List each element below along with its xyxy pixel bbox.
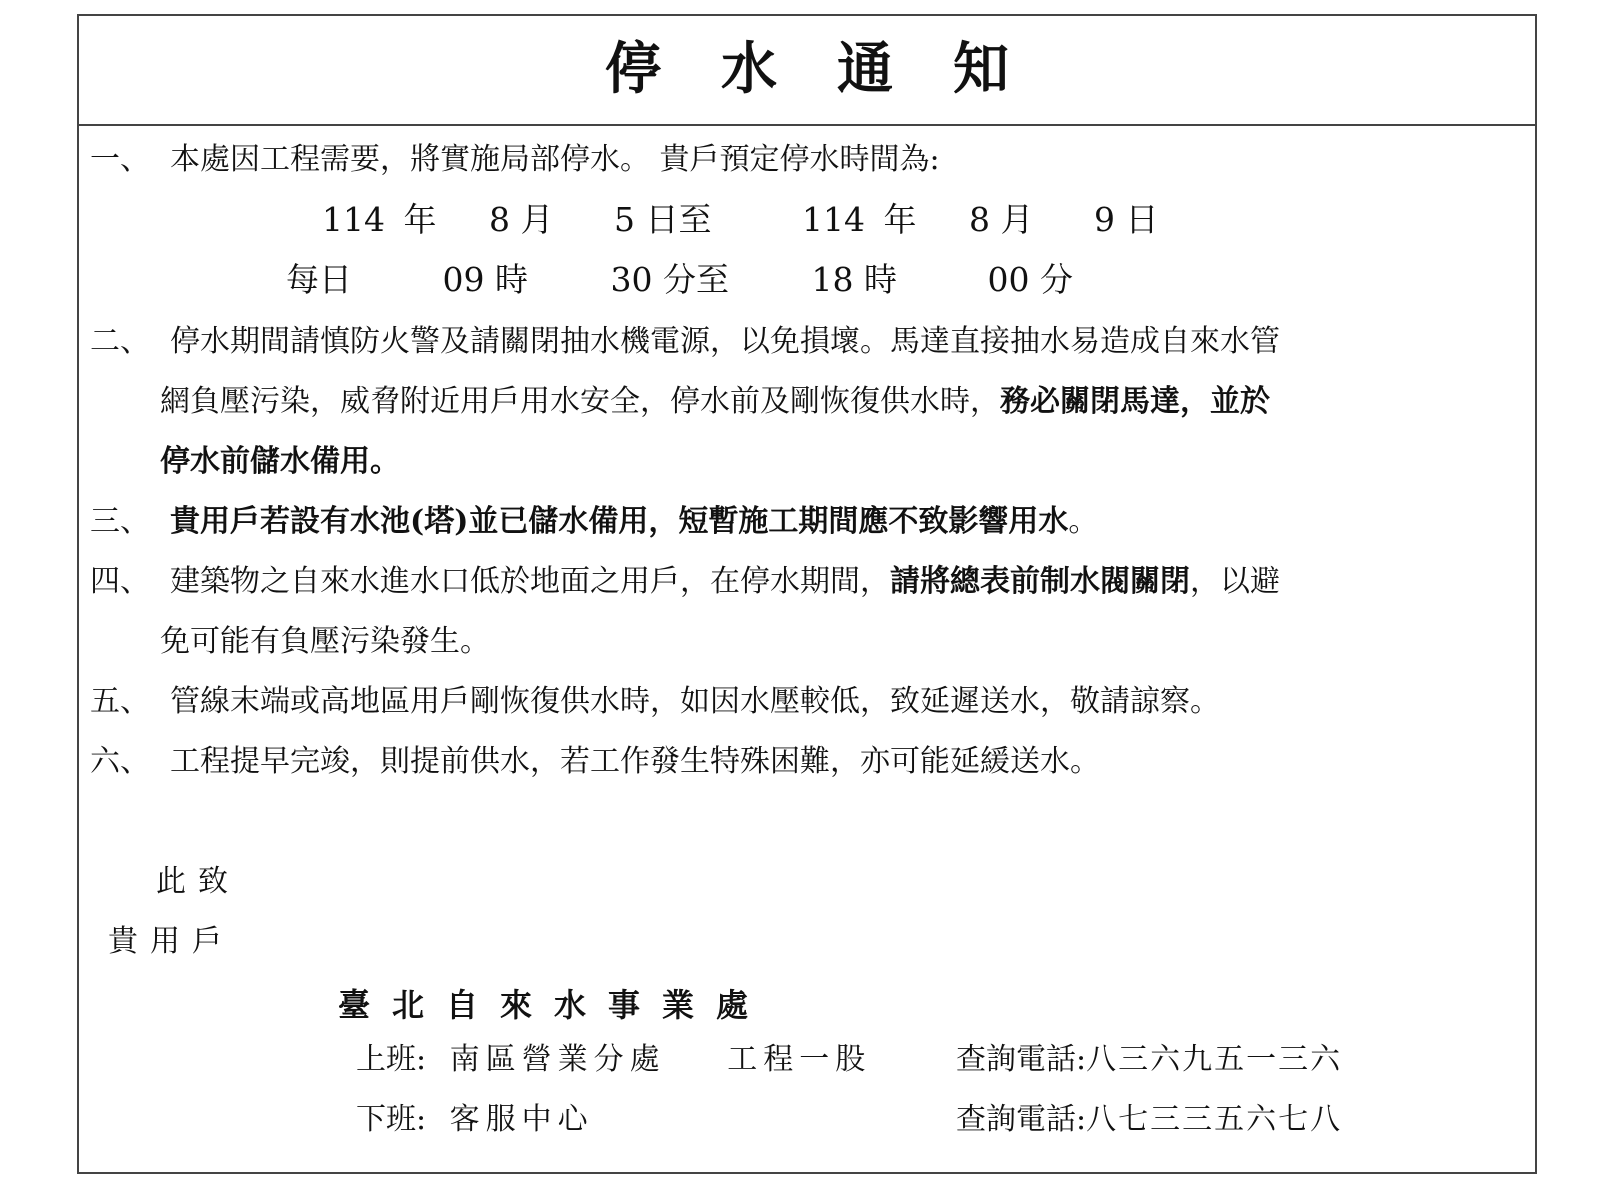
phone-number: 八三六九五一三六 [1086,1042,1343,1077]
item-3 [90,502,1098,542]
end-day: 9 [1094,200,1115,239]
item-text-line2: 網負壓污染，威脅附近用戶用水安全，停水前及剛恢復供水時， [160,384,1000,419]
start-minute: 30 [610,260,653,299]
start-hour: 09 [442,260,485,299]
contact-label: 上班: [356,1042,427,1077]
item-2-line2 [160,382,1270,422]
item-text-emphasis: 請將總表前制水閥關閉 [890,564,1190,599]
daily-label: 每日 [286,260,352,299]
month-label: 月 [520,200,554,239]
item-text-emphasis: 務必關閉馬達，並於 [1000,384,1270,419]
item-text-line1: 建築物之自來水進水口低於地面之用戶，在停水期間， [170,564,890,599]
hour-label-2: 時 [864,260,897,299]
item-text-line1-end: ，以避 [1190,564,1280,599]
start-day: 5 [614,200,635,239]
item-text: 管線末端或高地區用戶剛恢復供水時，如因水壓較低，致延遲送水，敬請諒察。 [170,684,1220,719]
hour-label: 時 [495,260,528,299]
item-number: 四、 [90,564,150,599]
month-label-2: 月 [1000,200,1034,239]
contact-unit: 南區營業分處 [449,1042,666,1077]
minute-label: 分 [1040,260,1073,299]
item-4-line2 [160,622,490,662]
start-month: 8 [489,200,510,239]
contact-daytime-phone [956,1040,1342,1080]
contact-daytime [356,1040,871,1080]
item-text-end: 。 [1068,504,1099,539]
year-label-2: 年 [883,200,917,239]
item-2 [90,322,1280,362]
organization-name: 臺北自來水事業處 [338,986,771,1024]
item-text-line2: 免可能有負壓污染發生。 [160,624,490,659]
schedule-date-line [322,200,1159,240]
contact-section: 工程一股 [727,1042,872,1077]
salutation: 此致 [156,864,240,899]
recipient: 貴用戶 [108,924,234,959]
item-number: 五、 [90,684,150,719]
title-bar [79,16,1535,126]
contact-label: 下班: [356,1102,427,1137]
item-1 [90,140,940,180]
item-2-line3 [160,442,400,482]
minute-to-label: 分至 [663,260,729,299]
item-text: 工程提早完竣，則提前供水，若工作發生特殊困難，亦可能延緩送水。 [170,744,1100,779]
contact-afterhours-phone [956,1100,1342,1140]
item-number: 六、 [90,744,150,779]
phone-label: 查詢電話: [956,1102,1087,1137]
end-minute: 00 [987,260,1030,299]
item-text: 本處因工程需要，將實施局部停水。 貴戶預定停水時間為: [170,142,940,177]
item-text-emphasis: 貴用戶若設有水池(塔)並已儲水備用，短暫施工期間應不致影響用水 [170,504,1069,539]
item-4 [90,562,1280,602]
item-number: 一、 [90,142,150,177]
end-hour: 18 [811,260,854,299]
item-5 [90,682,1220,722]
contact-afterhours [356,1100,594,1140]
phone-number: 八七三三五六七八 [1086,1102,1343,1137]
item-6 [90,742,1100,782]
item-number: 三、 [90,504,150,539]
day-label: 日 [1125,200,1159,239]
start-year: 114 [322,200,385,239]
day-to-label: 日至 [645,200,712,239]
contact-unit: 客服中心 [449,1102,594,1137]
year-label: 年 [403,200,437,239]
phone-label: 查詢電話: [956,1042,1087,1077]
item-number: 二、 [90,324,150,359]
end-month: 8 [969,200,990,239]
item-text-line1: 停水期間請慎防火警及請關閉抽水機電源，以免損壞。馬達直接抽水易造成自來水管 [170,324,1280,359]
notice-title: 停水通知 [605,37,1069,102]
end-year: 114 [802,200,865,239]
schedule-time-line [286,260,1073,300]
item-text-line3: 停水前儲水備用。 [160,444,400,479]
